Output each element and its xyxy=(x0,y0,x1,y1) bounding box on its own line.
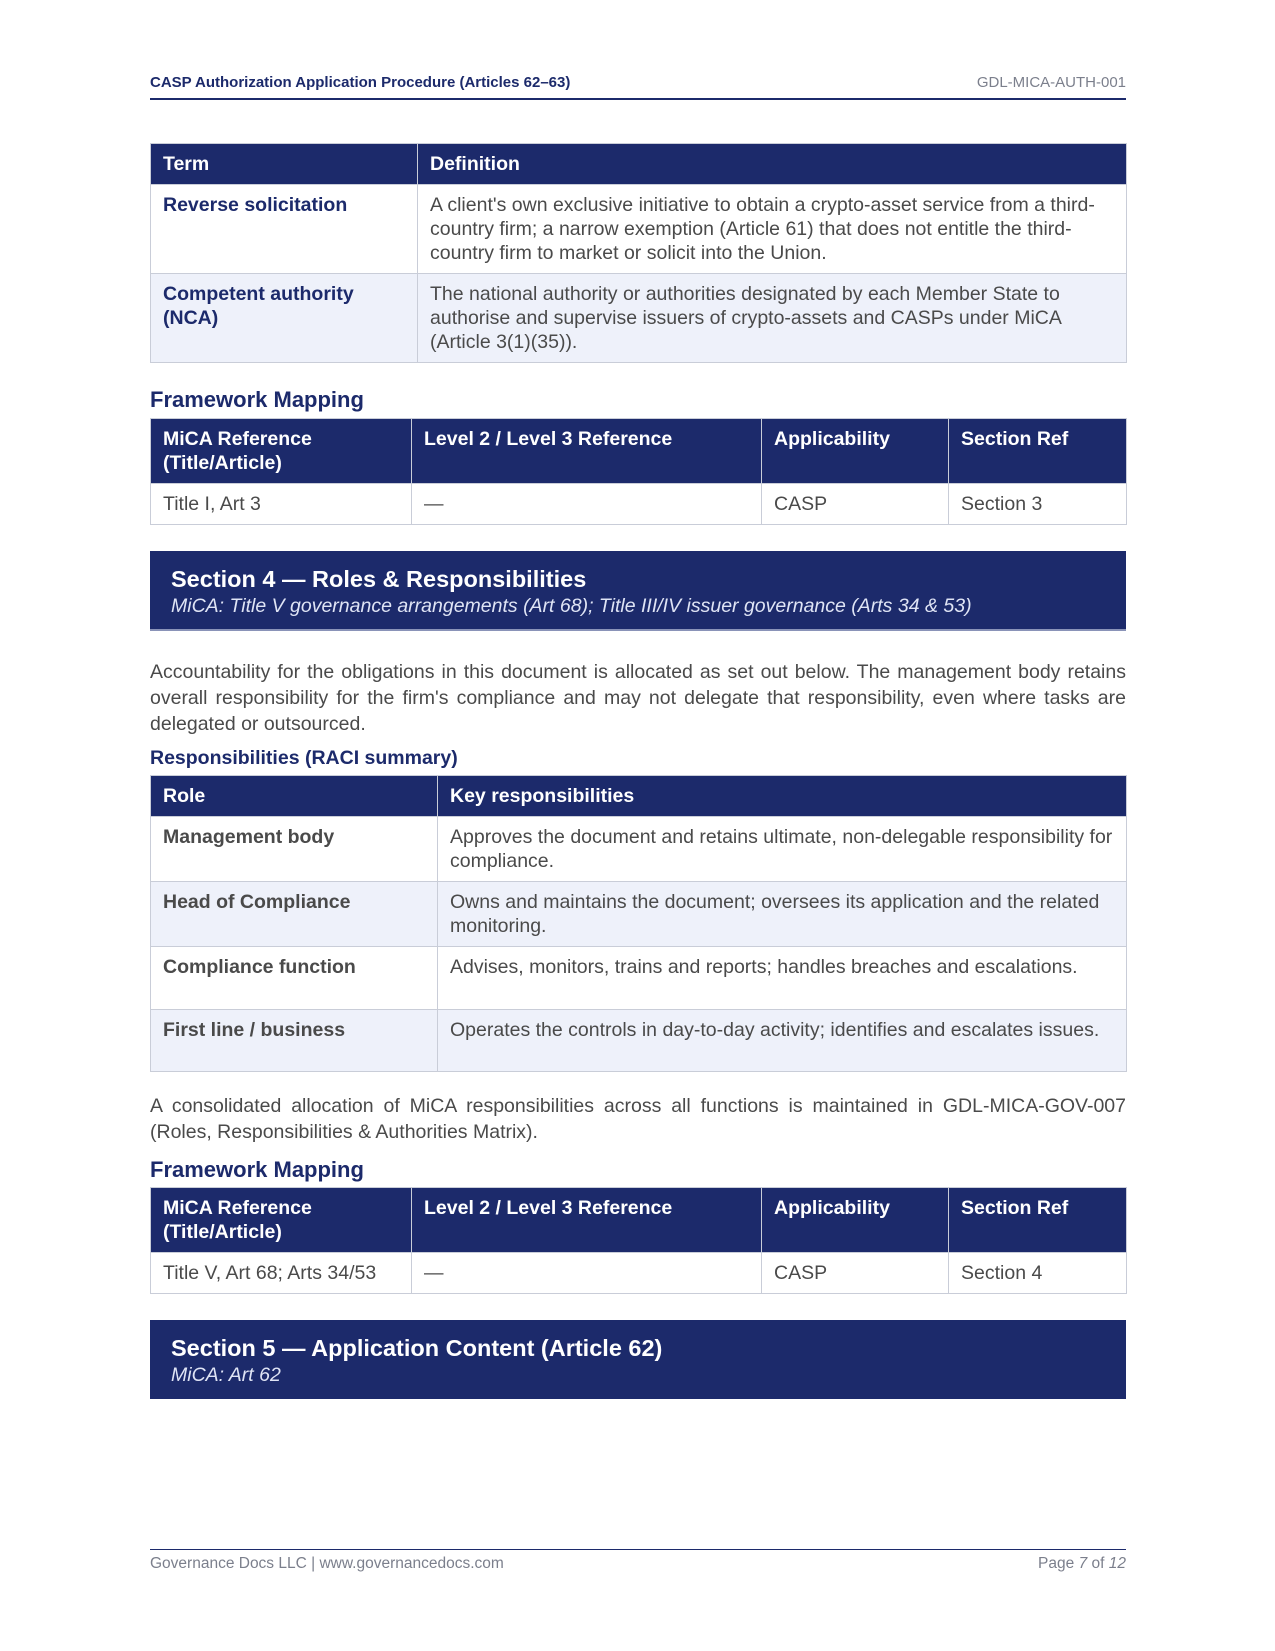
raci-header-row xyxy=(151,776,1127,817)
page-header xyxy=(150,72,1126,100)
column-header-role: Role xyxy=(151,776,438,817)
column-header-term: Term xyxy=(151,144,418,185)
raci-table xyxy=(150,775,1127,1072)
footer-company: Governance Docs LLC | www.governancedocs.com xyxy=(150,1555,504,1572)
section-5-banner xyxy=(150,1320,1126,1399)
table-row xyxy=(151,882,1127,947)
framework-mapping-table xyxy=(150,1187,1127,1294)
column-header-applicability: Applicability xyxy=(762,419,949,484)
table-row xyxy=(151,947,1127,1010)
responsibility-cell: Operates the controls in day-to-day activity; identifies and escalates issues. xyxy=(438,1010,1127,1072)
column-header-definition: Definition xyxy=(418,144,1127,185)
framework-mapping-table xyxy=(150,418,1127,525)
level-reference-cell: — xyxy=(412,1253,762,1294)
definition-cell: A client's own exclusive initiative to obtain a crypto-asset service from a third-country firm; a narrow exemption (Article 61) that does not entitle the third-country firm to market or solicit into the Union. xyxy=(418,185,1127,274)
section-5-title: Section 5 — Application Content (Article 62) xyxy=(171,1335,663,1361)
page-footer xyxy=(150,1549,1126,1572)
page-total: 12 xyxy=(1108,1555,1126,1572)
table-row xyxy=(151,185,1127,274)
column-header-section-ref: Section Ref xyxy=(949,1188,1127,1253)
table-row xyxy=(151,1010,1127,1072)
role-cell: Head of Compliance xyxy=(151,882,438,947)
header-doc-id: GDL-MICA-AUTH-001 xyxy=(976,74,1126,91)
page-current: 7 xyxy=(1078,1555,1088,1572)
definitions-table xyxy=(150,143,1127,363)
definitions-header-row xyxy=(151,144,1127,185)
table-row xyxy=(151,274,1127,363)
role-cell: Compliance function xyxy=(151,947,438,1010)
page-label: Page xyxy=(1038,1555,1075,1572)
section-4-title: Section 4 — Roles & Responsibilities xyxy=(171,566,587,592)
role-cell: Management body xyxy=(151,817,438,882)
applicability-cell: CASP xyxy=(762,484,949,525)
section-ref-cell: Section 4 xyxy=(949,1253,1127,1294)
mica-reference-cell: Title V, Art 68; Arts 34/53 xyxy=(151,1253,412,1294)
raci-heading: Responsibilities (RACI summary) xyxy=(150,747,458,769)
responsibility-cell: Owns and maintains the document; oversees its application and the related monitoring. xyxy=(438,882,1127,947)
section-4-intro: Accountability for the obligations in this document is allocated as set out below. The management body retains overall responsibility for the firm's compliance and may not delegate that responsibility, even where tasks are delegated or outsourced. xyxy=(150,661,1126,735)
table-row xyxy=(151,817,1127,882)
column-header-section-ref: Section Ref xyxy=(949,419,1127,484)
page-of: of xyxy=(1091,1555,1105,1572)
column-header-mica-reference: MiCA Reference (Title/Article) xyxy=(151,419,412,484)
responsibility-cell: Advises, monitors, trains and reports; handles breaches and escalations. xyxy=(438,947,1127,1010)
page-number xyxy=(1038,1555,1126,1573)
term-cell: Competent authority (NCA) xyxy=(151,274,418,363)
column-header-applicability: Applicability xyxy=(762,1188,949,1253)
framework-mapping-heading: Framework Mapping xyxy=(150,1157,364,1182)
level-reference-cell: — xyxy=(412,484,762,525)
mapping-header-row xyxy=(151,419,1127,484)
section-4-note: A consolidated allocation of MiCA responsibilities across all functions is maintained in GDL-MICA-GOV-007 (Roles, Responsibilities & Authorities Matrix). xyxy=(150,1095,1126,1143)
column-header-level-reference: Level 2 / Level 3 Reference xyxy=(412,1188,762,1253)
mapping-header-row xyxy=(151,1188,1127,1253)
column-header-mica-reference: MiCA Reference (Title/Article) xyxy=(151,1188,412,1253)
role-cell: First line / business xyxy=(151,1010,438,1072)
definition-cell: The national authority or authorities designated by each Member State to authorise and supervise issuers of crypto-assets and CASPs under MiCA (Article 3(1)(35)). xyxy=(418,274,1127,363)
column-header-key-responsibilities: Key responsibilities xyxy=(438,776,1127,817)
term-cell: Reverse solicitation xyxy=(151,185,418,274)
responsibility-cell: Approves the document and retains ultimate, non-delegable responsibility for compliance. xyxy=(438,817,1127,882)
framework-mapping-heading: Framework Mapping xyxy=(150,387,364,412)
applicability-cell: CASP xyxy=(762,1253,949,1294)
mica-reference-cell: Title I, Art 3 xyxy=(151,484,412,525)
section-ref-cell: Section 3 xyxy=(949,484,1127,525)
table-row xyxy=(151,1253,1127,1294)
section-4-banner xyxy=(150,551,1126,631)
section-5-subtitle: MiCA: Art 62 xyxy=(171,1364,281,1386)
column-header-level-reference: Level 2 / Level 3 Reference xyxy=(412,419,762,484)
header-title: CASP Authorization Application Procedure (Articles 62–63) xyxy=(150,74,571,91)
section-4-subtitle: MiCA: Title V governance arrangements (Art 68); Title III/IV issuer governance (Arts 34 & 53) xyxy=(171,595,972,617)
table-row xyxy=(151,484,1127,525)
